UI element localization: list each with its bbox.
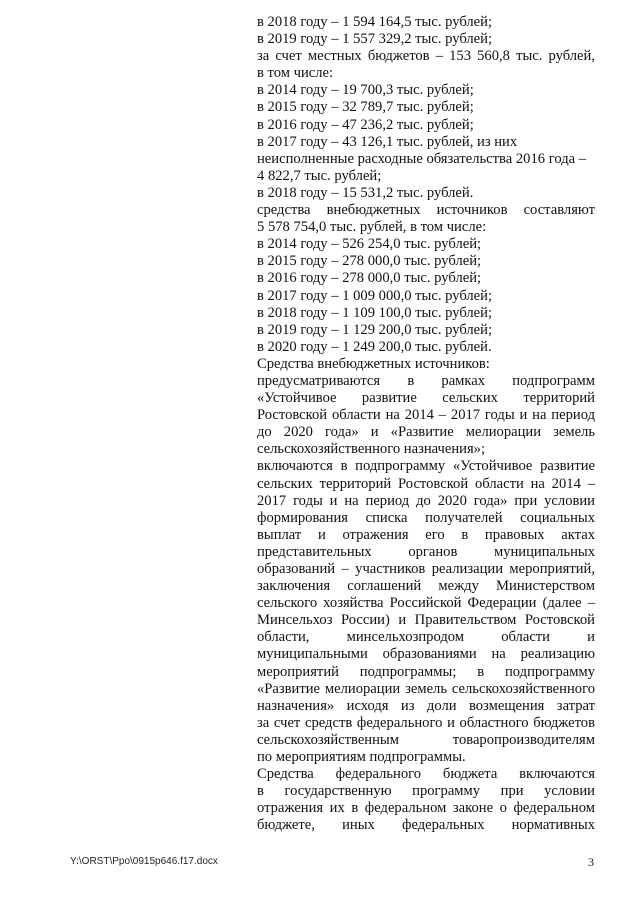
text-line: в том числе: [257, 65, 334, 82]
text-line: в 2016 году – 278 000,0 тыс. рублей; [257, 270, 482, 287]
text-line: в 2014 году – 19 700,3 тыс. рублей; [257, 82, 474, 99]
text-line: в 2018 году – 1 594 164,5 тыс. рублей; [257, 14, 493, 30]
text-line: в 2015 году – 278 000,0 тыс. рублей; [257, 253, 482, 270]
text-line: Средства федерального бюджета включаются [257, 766, 595, 783]
text-line: 5 578 754,0 тыс. рублей, в том числе: [257, 219, 487, 236]
text-line: муниципальными образованиями на реализацию [257, 646, 595, 663]
text-line: Ростовской области на 2014 – 2017 годы и на период [257, 407, 595, 424]
text-line: заключения соглашений между Министерством [257, 578, 595, 595]
text-line: в 2017 году – 43 126,1 тыс. рублей, из них [257, 133, 518, 150]
footer-file-path: Y:\ORST\Ppo\0915p646.f17.docx [70, 856, 218, 867]
text-line: в 2017 году – 1 009 000,0 тыс. рублей; [257, 287, 493, 304]
body-text-column [257, 14, 595, 835]
text-line: бюджете, иных федеральных нормативных [257, 817, 595, 834]
text-line: в 2019 году – 1 557 329,2 тыс. рублей; [257, 31, 493, 48]
text-line: отражения их в федеральном законе о федеральном [257, 800, 595, 817]
text-line: представительных органов муниципальных [257, 543, 595, 560]
text-line: мероприятий подпрограммы; в подпрограмму [257, 663, 595, 680]
text-line: области, минсельхозпродом области и [257, 629, 595, 646]
text-line: Минсельхоз России) и Правительством Ростовской [257, 612, 595, 629]
text-line: средства внебюджетных источников составляют [257, 202, 595, 219]
text-line: Средства внебюджетных источников: [257, 355, 490, 372]
text-line: за счет средств федерального и областного бюджетов [257, 714, 595, 731]
text-line: за счет местных бюджетов – 153 560,8 тыс. рублей, [257, 48, 595, 65]
text-line: по мероприятиям подпрограммы. [257, 749, 466, 766]
text-line: до 2020 года» и «Развитие мелиорации земель [257, 424, 595, 441]
text-line: в 2020 году – 1 249 200,0 тыс. рублей. [257, 338, 492, 355]
text-line: предусматриваются в рамках подпрограмм [257, 372, 595, 389]
text-line: в 2018 году – 15 531,2 тыс. рублей. [257, 184, 474, 201]
text-line: «Устойчивое развитие сельских территорий [257, 390, 595, 407]
text-line: в 2016 году – 47 236,2 тыс. рублей; [257, 116, 474, 133]
text-line: в 2015 году – 32 789,7 тыс. рублей; [257, 99, 474, 116]
text-line: 2017 годы и на период до 2020 года» при условии [257, 492, 595, 509]
text-line: в 2019 году – 1 129 200,0 тыс. рублей; [257, 321, 493, 338]
text-line: сельскохозяйственного назначения»; [257, 441, 486, 458]
text-line: сельского хозяйства Российской Федерации (далее – [257, 595, 595, 612]
page-number: 3 [588, 855, 594, 869]
text-line: включаются в подпрограмму «Устойчивое развитие [257, 458, 595, 475]
text-line: в государственную программу при условии [257, 783, 595, 800]
text-line: «Развитие мелиорации земель сельскохозяйственного [257, 680, 595, 697]
text-line: в 2014 году – 526 254,0 тыс. рублей; [257, 236, 482, 253]
text-line: назначения» исходя из доли возмещения затрат [257, 697, 595, 714]
text-line: в 2018 году – 1 109 100,0 тыс. рублей; [257, 304, 493, 321]
text-line: неисполненные расходные обязательства 2016 года – [257, 150, 587, 167]
text-line: формирования списка получателей социальных [257, 509, 595, 526]
text-line: сельскохозяйственным товаропроизводителям [257, 731, 595, 748]
text-line: 4 822,7 тыс. рублей; [257, 167, 382, 184]
text-line: выплат и отражения его в правовых актах [257, 526, 595, 543]
text-line: образований – участников реализации мероприятий, [257, 561, 595, 577]
text-line: сельских территорий Ростовской области на 2014 – [257, 475, 595, 492]
